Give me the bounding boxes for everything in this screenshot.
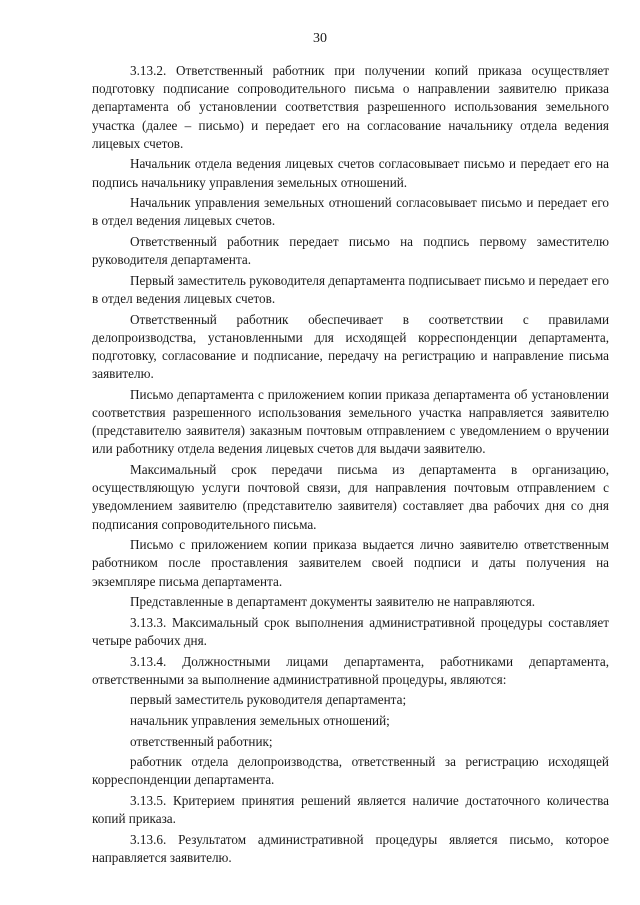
paragraph-first-deputy-signs: Первый заместитель руководителя департамента подписывает письмо и передает его в отдел ведения лицевых счетов. bbox=[92, 272, 609, 306]
paragraph-responsible-worker-ensures: Ответственный работник обеспечивает в соответствии с правилами делопроизводства, установленными для исходящей корреспонденции департамента, подготовку, согласование и подписание, передачу на регистрацию и направление письма заявителю. bbox=[92, 311, 609, 382]
paragraph-3-13-2: 3.13.2. Ответственный работник при получении копий приказа осуществляет подготовку подписание сопроводительного письма о направлении заявителю приказа департамента об установлении соответствия разрешенного использования земельного участка (далее – письмо) и передает его на согласование начальнику отдела ведения лицевых счетов. bbox=[92, 63, 609, 151]
paragraph-3-13-3: 3.13.3. Максимальный срок выполнения административной процедуры составляет четыре рабочих дня. bbox=[92, 614, 609, 648]
paragraph-max-transfer-term: Максимальный срок передачи письма из департамента в организацию, осуществляющую услуги почтовой связи, для направления почтовым отправлением с уведомлением заявителю (представителю заявителя) составляет два рабочих дня со дня подписания сопроводительного письма. bbox=[92, 462, 609, 532]
list-item-records-worker: работник отдела делопроизводства, ответственный за регистрацию исходящей корреспонденции департамента. bbox=[92, 754, 609, 788]
page-number: 30 bbox=[313, 31, 327, 46]
paragraph-letter-issued-personally: Письмо с приложением копии приказа выдается лично заявителю ответственным работником после проставления заявителем своей подписи и даты получения на экземпляре письма департамента. bbox=[92, 537, 609, 589]
paragraph-3-13-5: 3.13.5. Критерием принятия решений является наличие достаточного количества копий приказа. bbox=[92, 792, 609, 827]
paragraph-head-of-land-relations: Начальник управления земельных отношений согласовывает письмо и передает его в отдел ведения лицевых счетов. bbox=[92, 195, 609, 229]
paragraph-3-13-4: 3.13.4. Должностными лицами департамента, работниками департамента, ответственными за выполнение административной процедуры, являются: bbox=[92, 653, 609, 687]
paragraph-3-13-6: 3.13.6. Результатом административной процедуры является письмо, которое направляется заявителю. bbox=[92, 831, 609, 865]
paragraph-documents-not-returned: Представленные в департамент документы заявителю не направляются. bbox=[130, 594, 536, 610]
list-item-responsible-worker: ответственный работник; bbox=[130, 733, 273, 749]
paragraph-head-of-accounts-dept: Начальник отдела ведения лицевых счетов согласовывает письмо и передает его на подпись начальнику управления земельных отношений. bbox=[92, 156, 609, 190]
list-item-first-deputy: первый заместитель руководителя департамента; bbox=[130, 692, 407, 708]
paragraph-letter-sent: Письмо департамента с приложением копии приказа департамента об установлении соответствия разрешенного использования земельного участка направляется заявителю (представителю заявителя) заказным почтовым отправлением с уведомлением о вручении или работнику отдела ведения лицевых счетов для выдачи заявителю. bbox=[92, 386, 609, 457]
list-item-head-of-land-relations: начальник управления земельных отношений; bbox=[130, 712, 390, 728]
paragraph-responsible-worker-transfers: Ответственный работник передает письмо на подпись первому заместителю руководителя департамента. bbox=[92, 234, 609, 268]
document-body bbox=[92, 62, 609, 870]
